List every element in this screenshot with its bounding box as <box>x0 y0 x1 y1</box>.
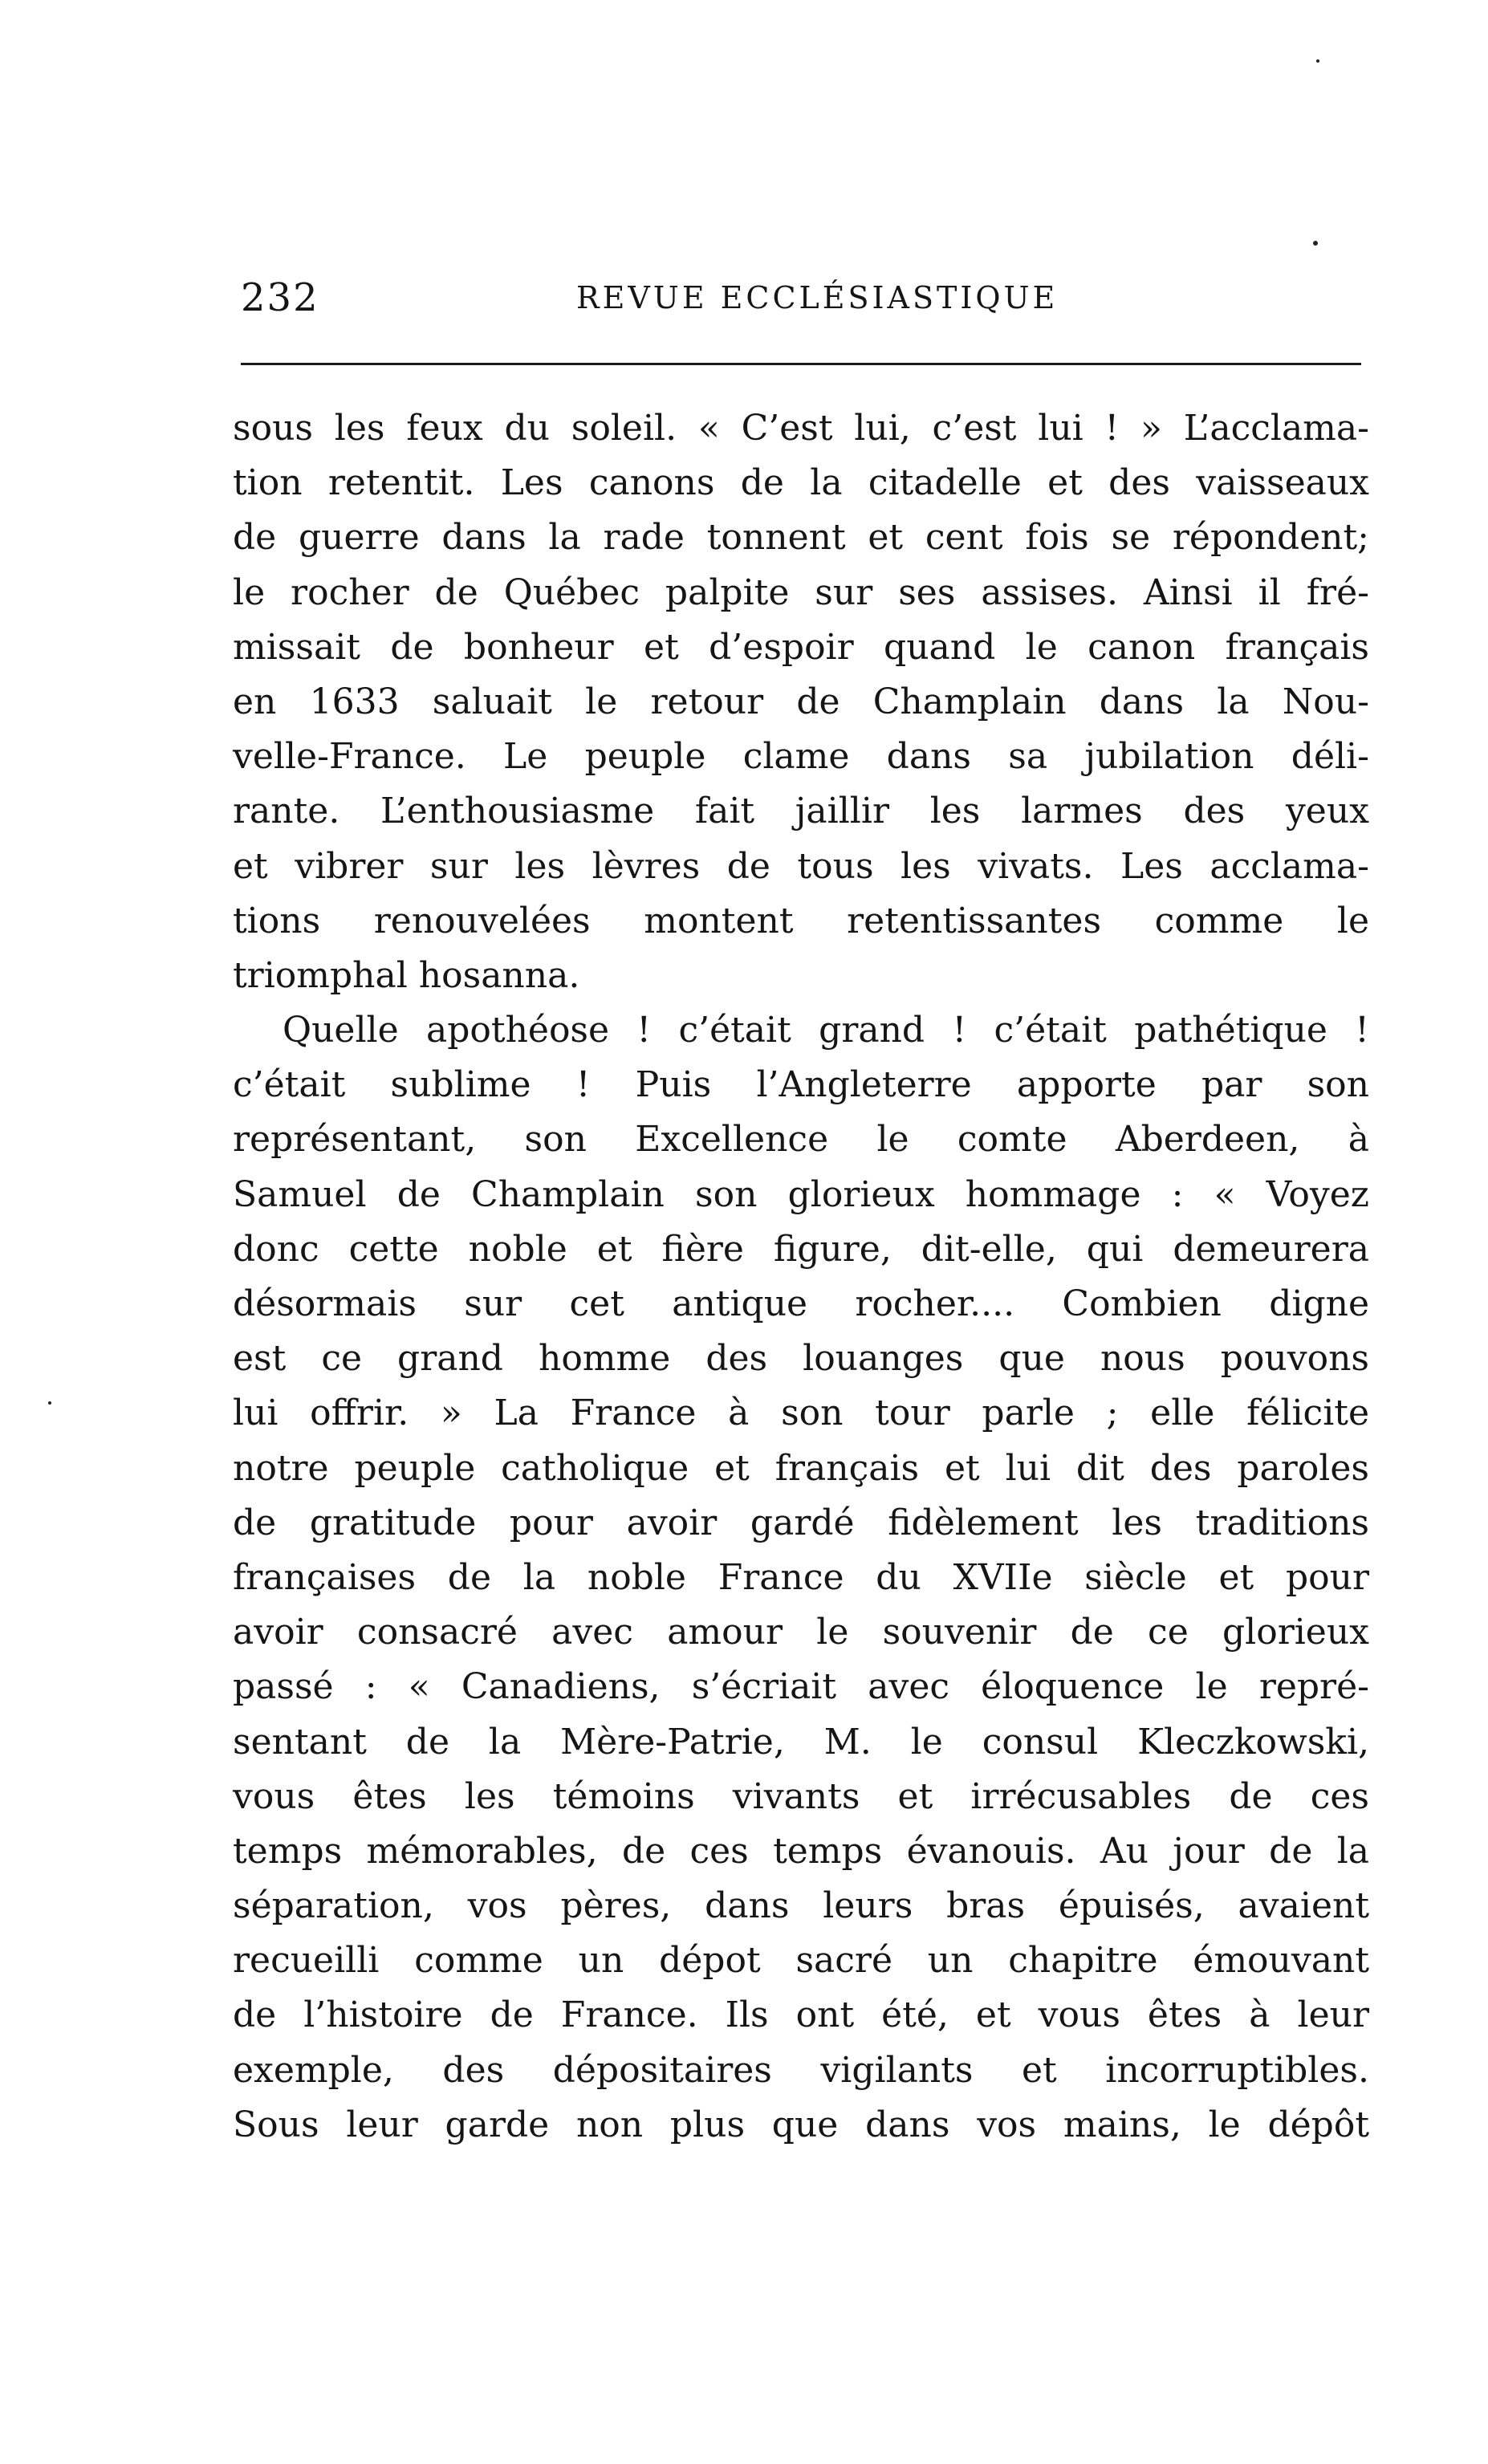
text-line: séparation, vos pères, dans leurs bras épuisés, avaient <box>233 1885 1369 1927</box>
text-line: notre peuple catholique et français et lui dit des paroles <box>233 1447 1369 1489</box>
text-line: avoir consacré avec amour le souvenir de ce glorieux <box>233 1612 1369 1653</box>
text-line: c’était sublime ! Puis l’Angleterre apporte par son <box>233 1064 1369 1106</box>
text-line: est ce grand homme des louanges que nous pouvons <box>233 1338 1369 1380</box>
specks <box>1316 59 1319 63</box>
text-line: françaises de la noble France du XVIIe siècle et pour <box>233 1556 1369 1598</box>
text-line: vous êtes les témoins vivants et irrécusables de ces <box>233 1775 1369 1817</box>
text-line: Sous leur garde non plus que dans vos mains, le dépôt <box>233 2104 1369 2145</box>
text-line: sous les feux du soleil. « C’est lui, c’est lui ! » L’acclama- <box>233 408 1369 449</box>
text-line: Samuel de Champlain son glorieux hommage : « Voyez <box>233 1173 1369 1215</box>
text-line: sentant de la Mère-Patrie, M. le consul Kleczkowski, <box>233 1721 1369 1763</box>
text-line: le rocher de Québec palpite sur ses assises. Ainsi il fré- <box>233 571 1369 613</box>
text-line: tions renouvelées montent retentissantes comme le <box>233 900 1369 941</box>
text-line: Quelle apothéose ! c’était grand ! c’était pathétique ! <box>283 1010 1369 1051</box>
text-line: de guerre dans la rade tonnent et cent fois se répondent; <box>233 517 1369 559</box>
text-line: temps mémorables, de ces temps évanouis. Au jour de la <box>233 1830 1369 1872</box>
text-line: et vibrer sur les lèvres de tous les vivats. Les acclama- <box>233 845 1369 887</box>
text-line: de gratitude pour avoir gardé fidèlement les traditions <box>233 1502 1369 1543</box>
text-line: missait de bonheur et d’espoir quand le canon français <box>233 626 1369 668</box>
page-header <box>241 270 1364 334</box>
text-line: velle-France. Le peuple clame dans sa jubilation déli- <box>233 736 1369 778</box>
text-line: représentant, son Excellence le comte Aberdeen, à <box>233 1119 1369 1161</box>
text-line: en 1633 saluait le retour de Champlain dans la Nou- <box>233 681 1369 722</box>
text-line: de l’histoire de France. Ils ont été, et vous êtes à leur <box>233 1994 1369 2036</box>
running-title: REVUE ECCLÉSIASTIQUE <box>576 280 1059 315</box>
specks <box>1313 241 1318 246</box>
text-line: rante. L’enthousiasme fait jaillir les larmes des yeux <box>233 791 1369 832</box>
text-line: désormais sur cet antique rocher.... Combien digne <box>233 1283 1369 1324</box>
text-line: tion retentit. Les canons de la citadelle et des vaisseaux <box>233 462 1369 504</box>
page-number: 232 <box>241 275 319 320</box>
text-line: exemple, des dépositaires vigilants et incorruptibles. <box>233 2049 1369 2091</box>
text-line: triomphal hosanna. <box>233 954 580 996</box>
text-line: passé : « Canadiens, s’écriait avec éloquence le repré- <box>233 1666 1369 1708</box>
body-text <box>233 401 1369 2153</box>
text-line: lui offrir. » La France à son tour parle ; elle félicite <box>233 1393 1369 1434</box>
header-rule <box>241 363 1361 365</box>
specks <box>48 1401 51 1405</box>
text-line: donc cette noble et fière figure, dit-elle, qui demeurera <box>233 1228 1369 1270</box>
text-line: recueilli comme un dépot sacré un chapitre émouvant <box>233 1940 1369 1982</box>
